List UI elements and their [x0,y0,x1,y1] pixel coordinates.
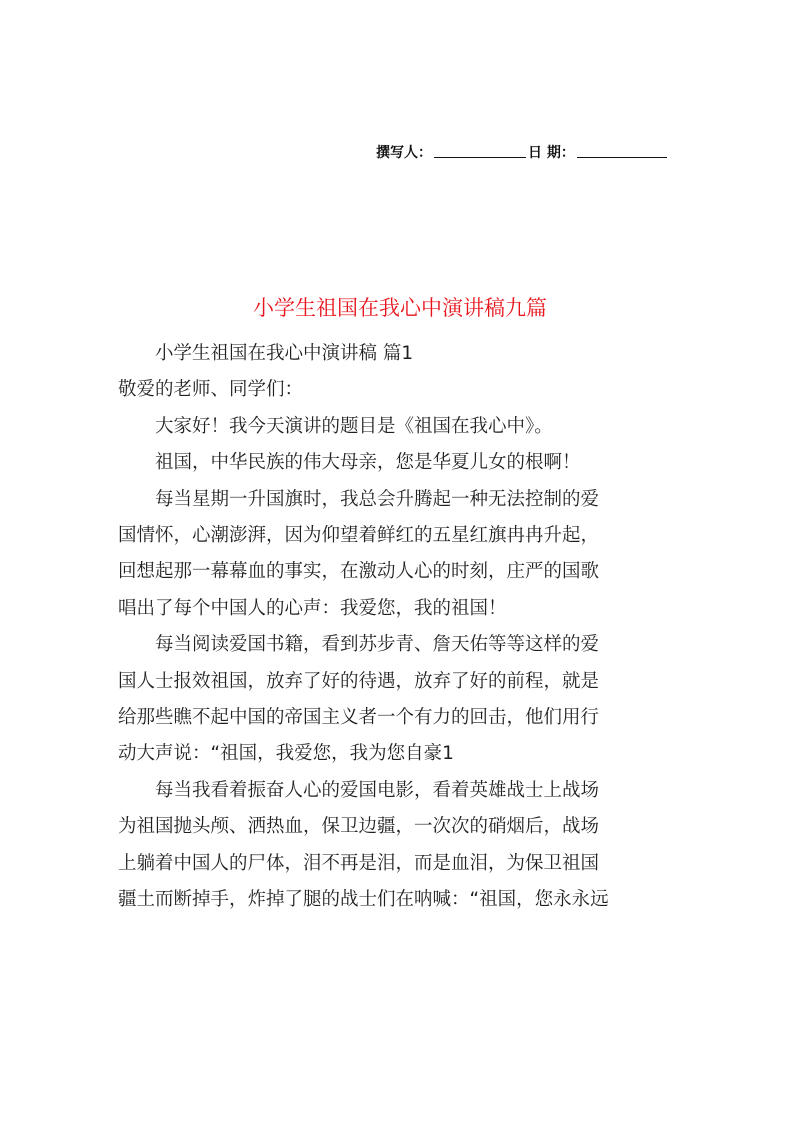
paragraph-line: 唱出了每个中国人的心声：我爱您，我的祖国！ [118,597,507,619]
paragraph-line: 上躺着中国人的尸体，泪不再是泪，而是血泪，为保卫祖国 [118,852,600,874]
document-title: 小学生祖国在我心中演讲稿九篇 [253,296,547,320]
paragraph-line: 给那些瞧不起中国的帝国主义者一个有力的回击，他们用行 [118,707,600,729]
paragraph-line: 动大声说：“祖国，我爱您，我为您自豪1 [118,743,454,765]
paragraph-line: 祖国，中华民族的伟大母亲，您是华夏儿女的根啊！ [155,452,581,474]
paragraph-line: 大家好！我今天演讲的题目是《祖国在我心中》。 [155,415,553,437]
paragraph-line: 回想起那一幕幕血的事实，在激动人心的时刻，庄严的国歌 [118,561,600,583]
paragraph-3 [118,482,684,628]
salutation: 敬爱的老师、同学们： [118,379,304,401]
paragraph-line: 疆土而断掉手，炸掉了腿的战士们在呐喊：“祖国，您永永远 [118,889,609,911]
document-body [118,336,684,919]
paragraph-line: 国情怀，心潮澎湃，因为仰望着鲜红的五星红旗冉冉升起， [118,525,600,547]
author-label: 撰写人： [376,145,432,161]
paragraph-1 [118,409,684,445]
paragraph-5 [118,773,684,919]
paragraph-line: 国人士报效祖国，放弃了好的待遇，放弃了好的前程，就是 [118,670,600,692]
header-line [376,138,686,162]
paragraph-line: 为祖国抛头颅、洒热血，保卫边疆，一次次的硝烟后，战场 [118,816,600,838]
paragraph-4 [118,627,684,773]
subtitle: 小学生祖国在我心中演讲稿 篇1 [155,343,414,364]
paragraph-line: 每当阅读爱国书籍，看到苏步青、詹天佑等等这样的爱 [155,634,600,656]
date-blank[interactable] [577,156,667,158]
author-blank[interactable] [434,156,526,158]
paragraph-2 [118,445,684,481]
date-label: 日 期： [528,145,575,161]
paragraph-line: 每当星期一升国旗时，我总会升腾起一种无法控制的爱 [155,488,600,510]
paragraph-line: 每当我看着振奋人心的爱国电影，看着英雄战士上战场 [155,779,600,801]
